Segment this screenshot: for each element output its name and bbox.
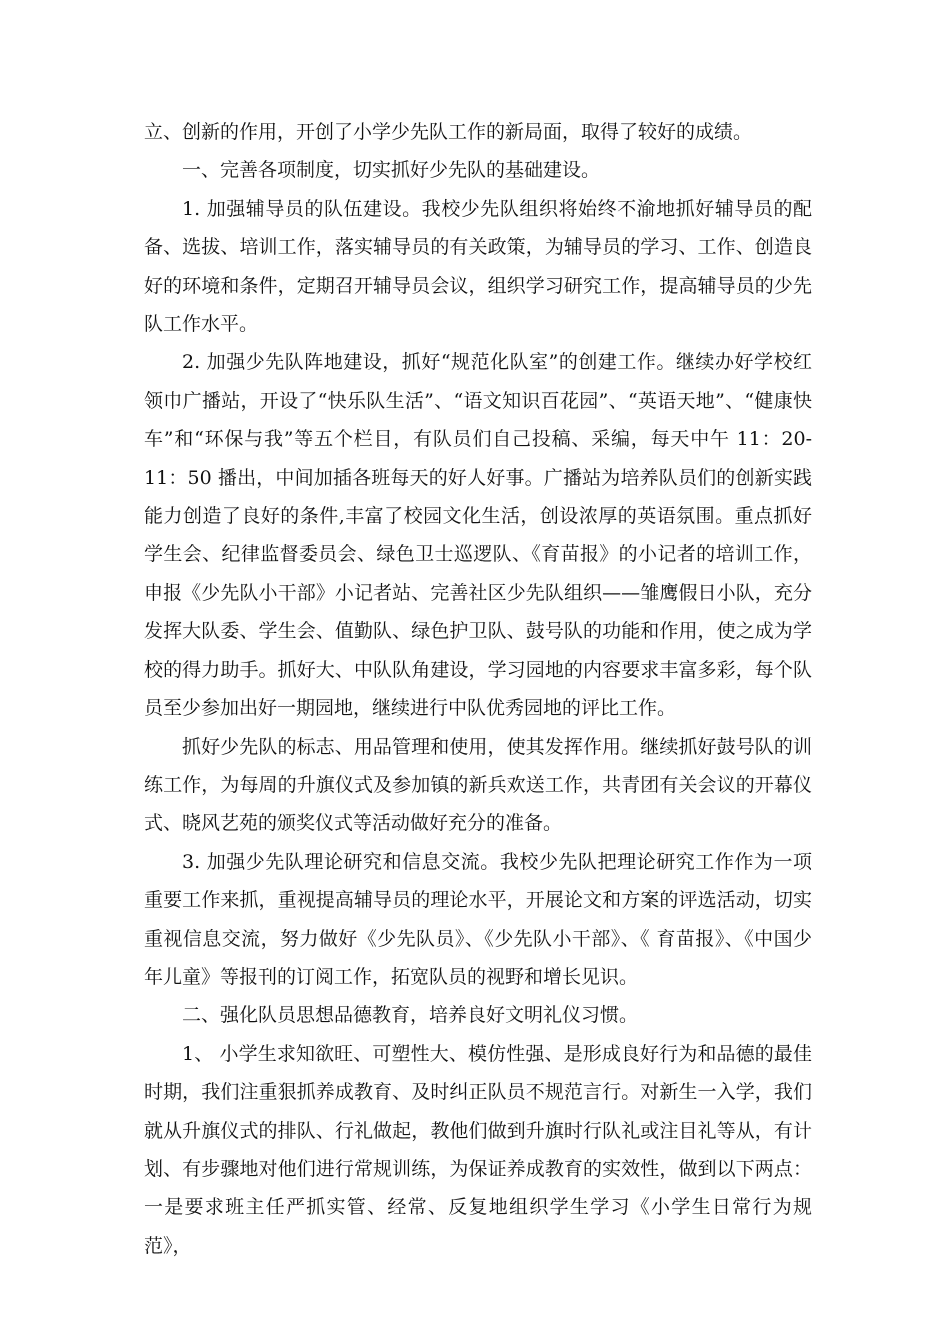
document-body bbox=[144, 113, 812, 1265]
paragraph-item-2: 2. 加强少先队阵地建设，抓好“规范化队室”的创建工作。继续办好学校红领巾广播站，开设了“快乐队生活”、“语文知识百花园”、“英语天地”、“健康快车”和“环保与我”等五个栏目，有队员们自己投稿、采编，每天中午 11：20-11：50 播出，中间加插各班每天的好人好事。广播站为培养队员们的创新实践能力创造了良好的条件,丰富了校园文化生活，创设浓厚的英语氛围。重点抓好学生会、纪律监督委员会、绿色卫士巡逻队、《育苗报》的小记者的培训工作，申报《少先队小干部》小记者站、完善社区少先队组织——雏鹰假日小队，充分发挥大队委、学生会、值勤队、绿色护卫队、鼓号队的功能和作用，使之成为学校的得力助手。抓好大、中队队角建设，学习园地的内容要求丰富多彩，每个队员至少参加出好一期园地，继续进行中队优秀园地的评比工作。 bbox=[144, 351, 812, 720]
paragraph-item-3: 3. 加强少先队理论研究和信息交流。我校少先队把理论研究工作作为一项重要工作来抓，重视提高辅导员的理论水平，开展论文和方案的评选活动，切实重视信息交流，努力做好《少先队员》、《少先队小干部》、《 育苗报》、《中国少年儿童》等报刊的订阅工作，拓宽队员的视野和增长见识。 bbox=[144, 850, 812, 988]
section-heading-2: 二、强化队员思想品德教育，培养良好文明礼仪习惯。 bbox=[182, 1004, 639, 1027]
paragraph-continuation: 立、创新的作用，开创了小学少先队工作的新局面，取得了较好的成绩。 bbox=[144, 121, 753, 143]
paragraph-item-2-1: 1、 小学生求知欲旺、可塑性大、模仿性强、是形成良好行为和品德的最佳时期，我们注重狠抓养成教育、及时纠正队员不规范言行。对新生一入学，我们就从升旗仪式的排队、行礼做起，教他们做到升旗时行队礼或注目礼等从，有计划、有步骤地对他们进行常规训练，为保证养成教育的实效性，做到以下两点：一是要求班主任严抓实管、经常、反复地组织学生学习《小学生日常行为规范》， bbox=[144, 1042, 812, 1257]
section-heading-1: 一、完善各项制度，切实抓好少先队的基础建设。 bbox=[182, 159, 601, 182]
paragraph-item-2-continued: 抓好少先队的标志、用品管理和使用，使其发挥作用。继续抓好鼓号队的训练工作，为每周的升旗仪式及参加镇的新兵欢送工作，共青团有关会议的开幕仪式、晓风艺苑的颁奖仪式等活动做好充分的准备。 bbox=[144, 735, 812, 835]
paragraph-item-1: 1. 加强辅导员的队伍建设。我校少先队组织将始终不渝地抓好辅导员的配备、选拔、培训工作，落实辅导员的有关政策，为辅导员的学习、工作、创造良好的环境和条件，定期召开辅导员会议，组织学习研究工作，提高辅导员的少先队工作水平。 bbox=[144, 197, 812, 336]
